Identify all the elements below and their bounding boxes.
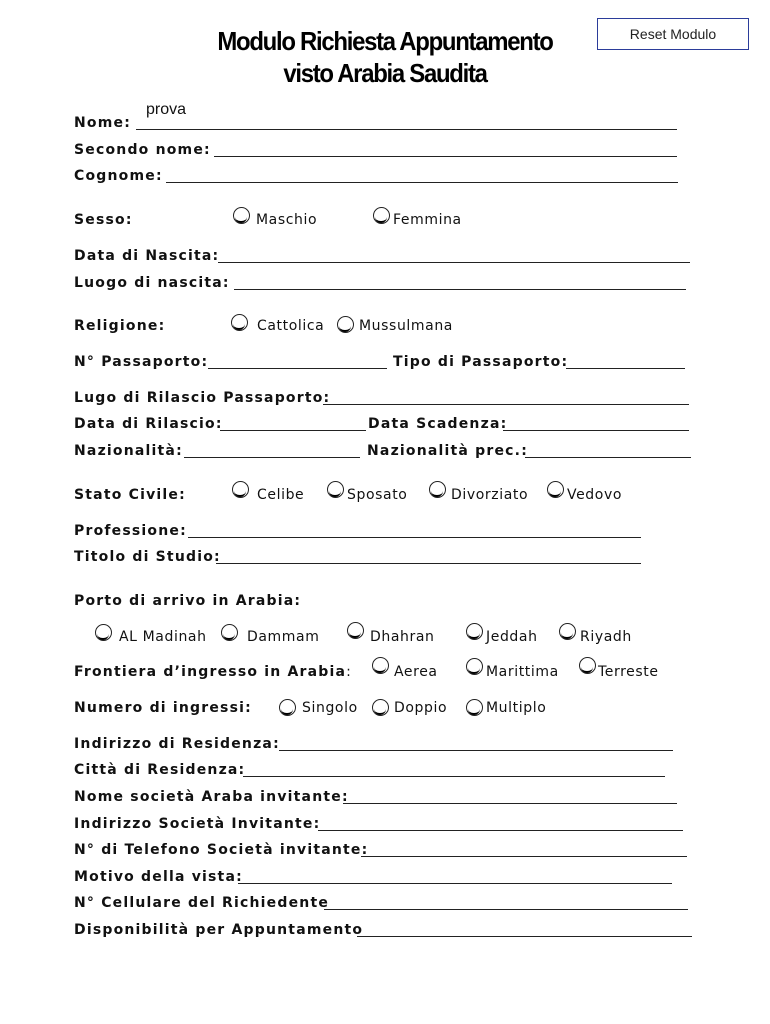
cognome-label: Cognome: bbox=[74, 168, 163, 184]
sesso-femmina-label: Femmina bbox=[393, 212, 462, 228]
stato-civile-sposato-radio[interactable] bbox=[327, 481, 344, 498]
ingressi-singolo-label: Singolo bbox=[302, 700, 358, 716]
stato-civile-vedovo-radio[interactable] bbox=[547, 481, 564, 498]
porto-riyadh-radio[interactable] bbox=[559, 623, 576, 640]
nome-label: Nome: bbox=[74, 115, 132, 131]
nome-input-value: prova bbox=[146, 101, 187, 118]
stato-civile-label: Stato Civile: bbox=[74, 487, 186, 503]
disponibilita-label: Disponibilità per Appuntamento bbox=[74, 922, 364, 938]
data-nascita-input[interactable] bbox=[218, 262, 690, 263]
luogo-rilascio-label: Lugo di Rilascio Passaporto: bbox=[74, 390, 331, 406]
societa-nome-label: Nome società Araba invitante: bbox=[74, 789, 349, 805]
porto-dammam-radio[interactable] bbox=[221, 624, 238, 641]
stato-civile-divorziato-label: Divorziato bbox=[451, 487, 529, 503]
luogo-nascita-label: Luogo di nascita: bbox=[74, 275, 230, 291]
data-rilascio-label: Data di Rilascio: bbox=[74, 416, 223, 432]
porto-dhahran-label: Dhahran bbox=[370, 629, 435, 645]
cellulare-input[interactable] bbox=[324, 909, 688, 910]
form-title-line2: visto Arabia Saudita bbox=[283, 58, 487, 88]
porto-dhahran-radio[interactable] bbox=[347, 622, 364, 639]
porto-dammam-label: Dammam bbox=[247, 629, 320, 645]
frontiera-label-colon: : bbox=[346, 664, 353, 680]
sesso-maschio-label: Maschio bbox=[256, 212, 318, 228]
societa-indirizzo-label: Indirizzo Società Invitante: bbox=[74, 816, 321, 832]
nazionalita-label: Nazionalità: bbox=[74, 443, 183, 459]
reset-form-button[interactable]: Reset Modulo bbox=[597, 18, 749, 50]
porto-jeddah-label: Jeddah bbox=[486, 629, 538, 645]
citta-residenza-label: Città di Residenza: bbox=[74, 762, 246, 778]
secondo-nome-label: Secondo nome: bbox=[74, 142, 211, 158]
societa-telefono-input[interactable] bbox=[361, 856, 687, 857]
sesso-femmina-radio[interactable] bbox=[373, 207, 390, 224]
nazionalita-input[interactable] bbox=[184, 457, 360, 458]
disponibilita-input[interactable] bbox=[357, 936, 692, 937]
frontiera-terreste-label: Terreste bbox=[598, 664, 659, 680]
titolo-studio-input[interactable] bbox=[216, 563, 641, 564]
porto-riyadh-label: Riyadh bbox=[580, 629, 632, 645]
frontiera-marittima-radio[interactable] bbox=[466, 658, 483, 675]
nazionalita-prec-label: Nazionalità prec.: bbox=[367, 443, 528, 459]
frontiera-label-text: Frontiera d’ingresso in Arabia bbox=[74, 664, 347, 680]
data-scadenza-label: Data Scadenza: bbox=[368, 416, 508, 432]
cognome-input[interactable] bbox=[166, 182, 678, 183]
sesso-label: Sesso: bbox=[74, 212, 133, 228]
passaporto-label: N° Passaporto: bbox=[74, 354, 209, 370]
tipo-passaporto-input[interactable] bbox=[566, 368, 685, 369]
nome-input[interactable] bbox=[136, 129, 677, 130]
frontiera-aerea-label: Aerea bbox=[394, 664, 438, 680]
porto-jeddah-radio[interactable] bbox=[466, 623, 483, 640]
sesso-maschio-radio[interactable] bbox=[233, 207, 250, 224]
religione-cattolica-label: Cattolica bbox=[257, 318, 325, 334]
frontiera-marittima-label: Marittima bbox=[486, 664, 559, 680]
religione-mussulmana-radio[interactable] bbox=[337, 316, 354, 333]
ingressi-multiplo-radio[interactable] bbox=[466, 699, 483, 716]
frontiera-aerea-radio[interactable] bbox=[372, 657, 389, 674]
indirizzo-residenza-input[interactable] bbox=[279, 750, 673, 751]
stato-civile-divorziato-radio[interactable] bbox=[429, 481, 446, 498]
societa-indirizzo-input[interactable] bbox=[318, 830, 683, 831]
ingressi-singolo-radio[interactable] bbox=[279, 699, 296, 716]
professione-label: Professione: bbox=[74, 523, 187, 539]
societa-telefono-label: N° di Telefono Società invitante: bbox=[74, 842, 369, 858]
stato-civile-celibe-label: Celibe bbox=[257, 487, 305, 503]
data-nascita-label: Data di Nascita: bbox=[74, 248, 220, 264]
stato-civile-sposato-label: Sposato bbox=[347, 487, 408, 503]
titolo-studio-label: Titolo di Studio: bbox=[74, 549, 221, 565]
porto-madinah-radio[interactable] bbox=[95, 624, 112, 641]
stato-civile-celibe-radio[interactable] bbox=[232, 481, 249, 498]
frontiera-terreste-radio[interactable] bbox=[579, 657, 596, 674]
frontiera-label bbox=[74, 664, 352, 680]
porto-madinah-label: AL Madinah bbox=[119, 629, 207, 645]
numero-ingressi-label: Numero di ingressi: bbox=[74, 700, 252, 716]
societa-nome-input[interactable] bbox=[343, 803, 677, 804]
form-title-line1: Modulo Richiesta Appuntamento bbox=[217, 26, 553, 56]
cellulare-label: N° Cellulare del Richiedente bbox=[74, 895, 330, 911]
religione-cattolica-radio[interactable] bbox=[231, 314, 248, 331]
stato-civile-vedovo-label: Vedovo bbox=[567, 487, 623, 503]
citta-residenza-input[interactable] bbox=[243, 776, 665, 777]
porto-arrivo-label: Porto di arrivo in Arabia: bbox=[74, 593, 302, 609]
religione-mussulmana-label: Mussulmana bbox=[359, 318, 453, 334]
religione-label: Religione: bbox=[74, 318, 166, 334]
ingressi-doppio-radio[interactable] bbox=[372, 699, 389, 716]
data-rilascio-input[interactable] bbox=[220, 430, 366, 431]
nazionalita-prec-input[interactable] bbox=[525, 457, 691, 458]
passaporto-input[interactable] bbox=[208, 368, 387, 369]
motivo-vista-label: Motivo della vista: bbox=[74, 869, 243, 885]
secondo-nome-input[interactable] bbox=[214, 156, 677, 157]
professione-input[interactable] bbox=[188, 537, 641, 538]
luogo-nascita-input[interactable] bbox=[234, 289, 686, 290]
motivo-vista-input[interactable] bbox=[238, 883, 672, 884]
data-scadenza-input[interactable] bbox=[503, 430, 689, 431]
tipo-passaporto-label: Tipo di Passaporto: bbox=[393, 354, 569, 370]
luogo-rilascio-input[interactable] bbox=[323, 404, 689, 405]
ingressi-multiplo-label: Multiplo bbox=[486, 700, 547, 716]
ingressi-doppio-label: Doppio bbox=[394, 700, 448, 716]
indirizzo-residenza-label: Indirizzo di Residenza: bbox=[74, 736, 280, 752]
